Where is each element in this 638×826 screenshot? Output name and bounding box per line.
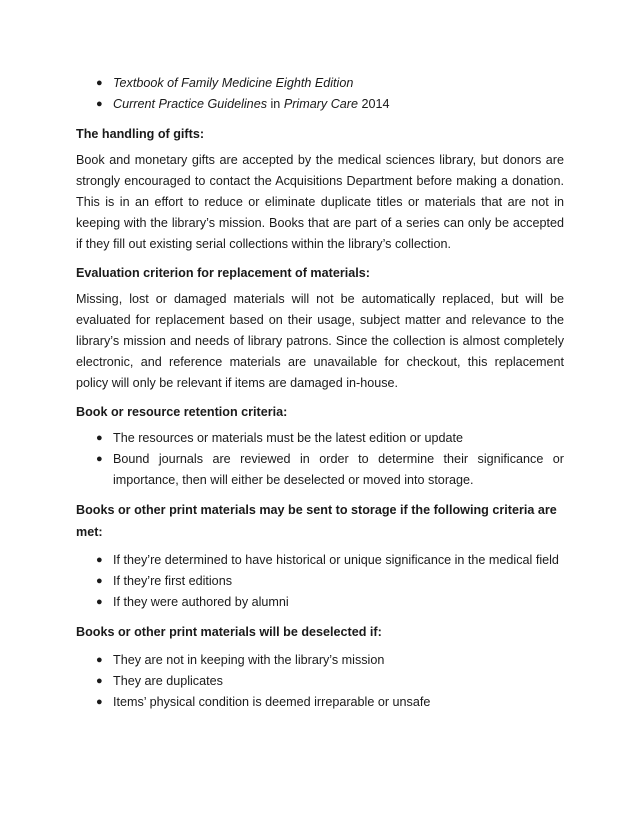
- title-year: 2014: [358, 97, 390, 111]
- bullet-icon: ●: [96, 696, 103, 708]
- list-item-text: They are not in keeping with the library’s mission: [113, 653, 385, 667]
- gifts-paragraph: Book and monetary gifts are accepted by the medical sciences library, but donors are strongly encouraged to contact the Acquisitions Department before making a donation. This is in an effort to reduce or eliminate duplicate titles or materials that are not in keeping with the library’s mission. Books that are part of a series can only be accepted if they fill out existing serial collections within the library’s collection.: [76, 153, 564, 251]
- resource-title-list: [76, 73, 564, 115]
- bullet-icon: ●: [96, 77, 103, 89]
- list-item: [76, 692, 564, 713]
- list-item: [76, 550, 564, 571]
- book-title-part: Primary Care: [283, 97, 358, 111]
- list-item: [76, 94, 564, 115]
- bullet-icon: ●: [96, 432, 103, 444]
- bullet-icon: ●: [96, 654, 103, 666]
- list-item-text: If they were authored by alumni: [113, 595, 289, 609]
- bullet-icon: ●: [96, 575, 103, 587]
- list-item: [76, 428, 564, 449]
- deselect-list: [76, 650, 564, 713]
- bullet-icon: ●: [96, 675, 103, 687]
- book-title: Textbook of Family Medicine Eighth Edition: [113, 76, 354, 90]
- gifts-heading: The handling of gifts:: [76, 127, 205, 141]
- list-item-text: Items’ physical condition is deemed irreparable or unsafe: [113, 695, 431, 709]
- bullet-icon: ●: [96, 554, 103, 566]
- list-item-text: Bound journals are reviewed in order to determine their significance or importance, then will either be deselected or moved into storage.: [113, 452, 564, 487]
- bullet-icon: ●: [96, 453, 103, 465]
- retention-heading: Book or resource retention criteria:: [76, 405, 288, 419]
- retention-list: [76, 428, 564, 491]
- list-item-text: They are duplicates: [113, 674, 223, 688]
- list-item-text: If they’re determined to have historical or unique significance in the medical field: [113, 553, 559, 567]
- document-content: [76, 73, 564, 713]
- list-item-text: The resources or materials must be the latest edition or update: [113, 431, 464, 445]
- list-item-text: If they’re first editions: [113, 574, 232, 588]
- bullet-icon: ●: [96, 98, 103, 110]
- replacement-paragraph: Missing, lost or damaged materials will not be automatically replaced, but will be evaluated for replacement based on their usage, subject matter and relevance to the library’s mission and needs of library patrons. Since the collection is almost completely electronic, and reference materials are unavailable for checkout, this replacement policy will only be relevant if items are damaged in-house.: [76, 292, 564, 390]
- list-item: [76, 571, 564, 592]
- list-item: [76, 671, 564, 692]
- replacement-heading: Evaluation criterion for replacement of materials:: [76, 266, 370, 280]
- bullet-icon: ●: [96, 596, 103, 608]
- book-title: Current Practice Guidelines: [113, 97, 267, 111]
- list-item: [76, 73, 564, 94]
- list-item: [76, 592, 564, 613]
- storage-list: [76, 550, 564, 613]
- list-item: [76, 650, 564, 671]
- title-connector: in: [267, 97, 284, 111]
- storage-heading: Books or other print materials may be sent to storage if the following criteria are met:: [76, 503, 557, 539]
- list-item: [76, 449, 564, 491]
- deselect-heading: Books or other print materials will be deselected if:: [76, 625, 382, 639]
